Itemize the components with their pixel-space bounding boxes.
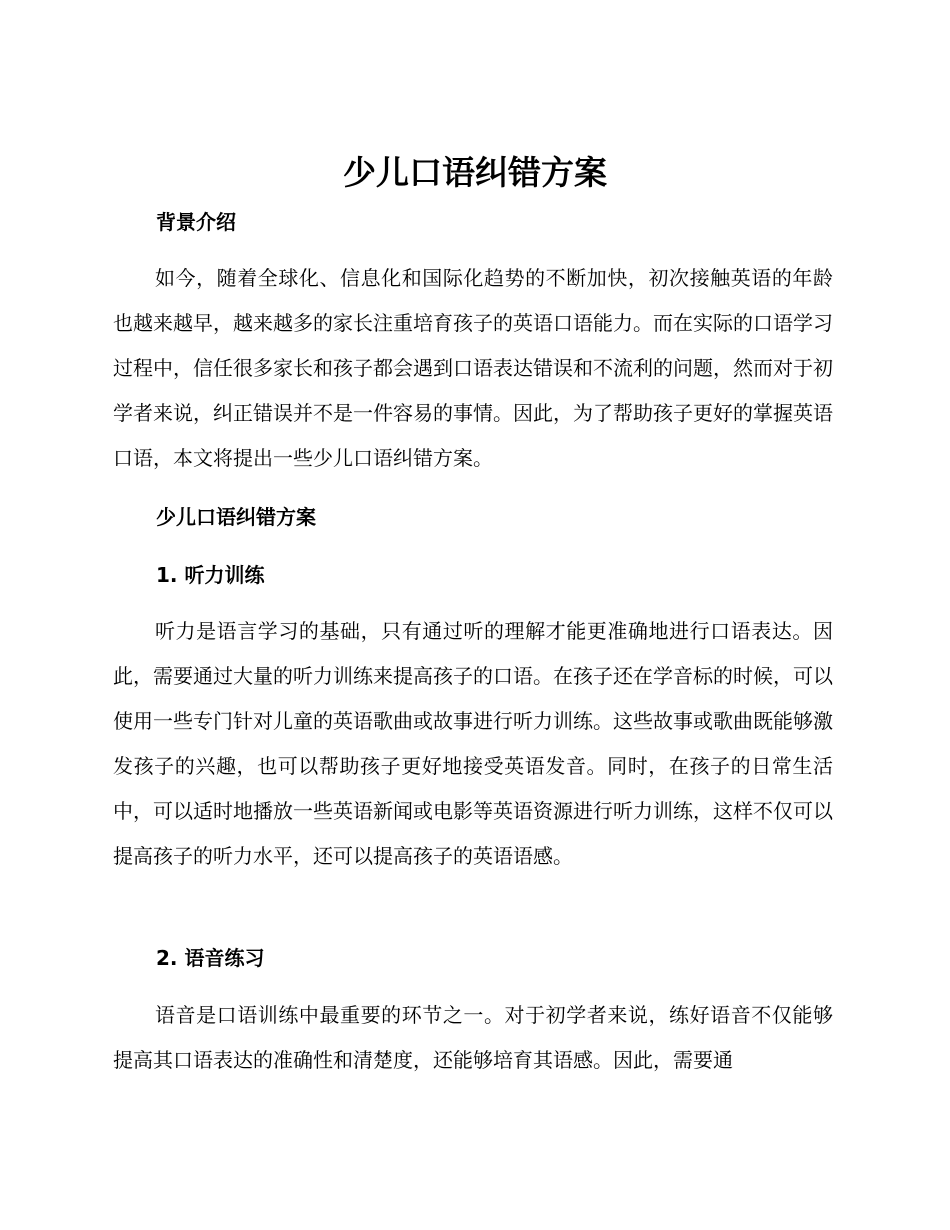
paragraph-listening: 听力是语言学习的基础，只有通过听的理解才能更准确地进行口语表达。因此，需要通过大量的听力训练来提高孩子的口语。在孩子还在学音标的时候，可以使用一些专门针对儿童的英语歌曲或故事进行听力训练。这些故事或歌曲既能够激发孩子的兴趣，也可以帮助孩子更好地接受英语发音。同时，在孩子的日常生活中，可以适时地播放一些英语新闻或电影等英语资源进行听力训练，这样不仅可以提高孩子的听力水平，还可以提高孩子的英语语感。 bbox=[113, 619, 833, 868]
section-heading-plan: 少儿口语纠错方案 bbox=[156, 505, 316, 529]
paragraph-pronunciation: 语音是口语训练中最重要的环节之一。对于初学者来说，练好语音不仅能够提高其口语表达的准确性和清楚度，还能够培育其语感。因此，需要通 bbox=[113, 1003, 833, 1072]
page-title: 少儿口语纠错方案 bbox=[343, 153, 607, 192]
paragraph-background: 如今，随着全球化、信息化和国际化趋势的不断加快，初次接触英语的年龄也越来越早，越来越多的家长注重培育孩子的英语口语能力。而在实际的口语学习过程中，信任很多家长和孩子都会遇到口语表达错误和不流利的问题，然而对于初学者来说，纠正错误并不是一件容易的事情。因此，为了帮助孩子更好的掌握英语口语，本文将提出一些少儿口语纠错方案。 bbox=[113, 266, 833, 470]
section-heading-background: 背景介绍 bbox=[156, 210, 236, 234]
section-heading-listening: 1. 听力训练 bbox=[156, 563, 265, 587]
section-heading-pronunciation: 2. 语音练习 bbox=[156, 946, 265, 970]
